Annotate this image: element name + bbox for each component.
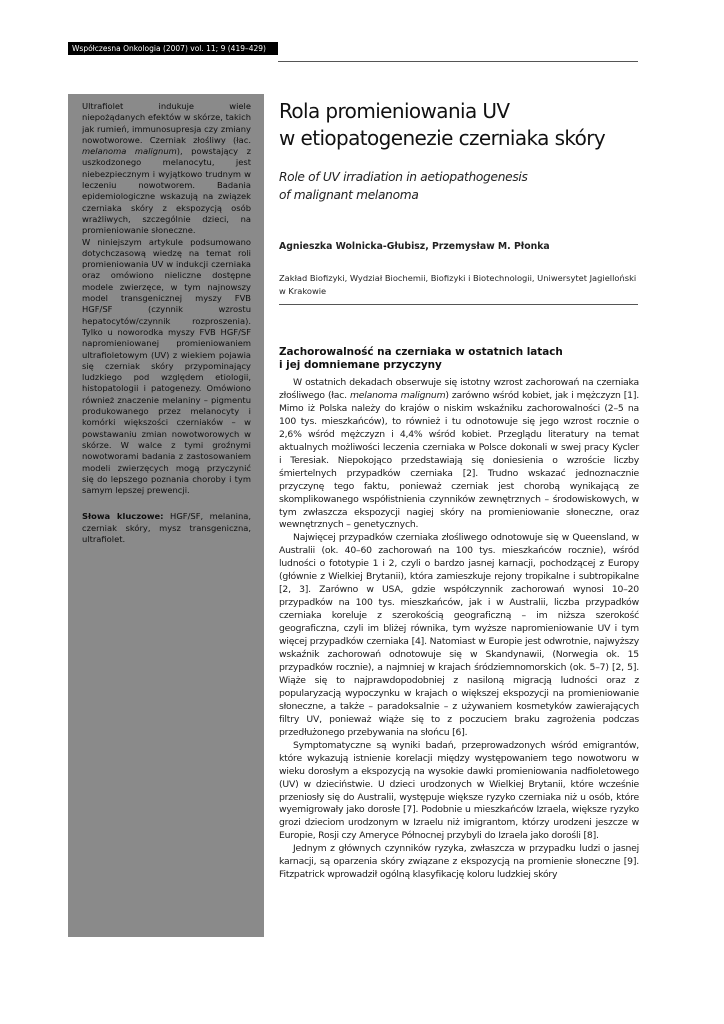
authors: Agnieszka Wolnicka-Głubisz, Przemysław M. Płonka [279, 241, 550, 252]
subtitle-line: Role of UV irradiation in aetiopathogenesis [279, 170, 528, 184]
article-subtitle-english [279, 169, 639, 204]
heading-line: Zachorowalność na czerniaka w ostatnich latach [279, 346, 563, 358]
header-rule [278, 61, 638, 62]
body-paragraph: W ostatnich dekadach obserwuje się istotny wzrost zachorowań na czerniaka złośliwego (łac. melanoma malignum) zarówno wśród kobiet, jak i mężczyzn [1]. Mimo iż Polska należy do krajów o niskim wskaźniku zachorowalności (2–5 na 100 tys. mieszkańców), to również i tu odnotowuje się jego wzrost rocznie o 2,6% wśród mężczyzn i 4,4% wśród kobiet. Przeglądu literatury na temat aktualnych możliwości leczenia czerniaka w Polsce dokonali w swej pracy Kycler i Teresiak. Niepokojąco przedstawiają się doniesienia o wzroście liczby śmiertelnych przypadków czerniaka [2]. Trudno wskazać jednoznacznie przyczynę tego faktu, ponieważ czerniak jest chorobą wynikającą ze skomplikowanego współistnienia czynników zewnętrznych – środowiskowych, w tym zwłaszcza ekspozycji nagiej skóry na promieniowanie słoneczne, oraz wewnętrznych – genetycznych. [279, 377, 640, 531]
abstract-paragraph: W niniejszym artykule podsumowano dotychczasową wiedzę na temat roli promieniowania UV w indukcji czerniaka oraz omówiono nieliczne dostępne modele zwierzęce, w tym najnowszy model transgenicznej myszy FVB HGF/SF (czynnik wzrostu hepatocytów/czynnik rozproszenia). Tylko u noworodka myszy FVB HGF/SF napromieniowanej promieniowaniem ultrafioletowym (UV) z wiekiem pojawia się czerniak skóry przypominający ludzkiego pod względem etiologii, histopatologii i patogenezy. Omówiono również znaczenie melaniny – pigmentu produkowanego przez melanocyty i komórki większości czerniaków – w powstawaniu zmian nowotworowych w skórze. W walce z tymi groźnymi nowotworami badania z zastosowaniem modeli zwierzęcych mogą przyczynić się do lepszego poznania choroby i tym samym lepszej prewencji. [82, 236, 251, 496]
section-heading [279, 346, 639, 372]
abstract-paragraph: Ultrafiolet indukuje wiele niepożądanych efektów w skórze, takich jak rumień, immunosupresja czy zmiany nowotworowe. Czerniak złośliwy (łac. melanoma malignum), powstający z uszkodzonego melanocytu, jest niebezpiecznym i wyjątkowo trudnym w leczeniu nowotworem. Badania epidemiologiczne wskazują na związek czerniaka skóry z ekspozycją osób wrażliwych, szczególnie dzieci, na promieniowanie słoneczne. [82, 101, 251, 236]
body-paragraph: Najwięcej przypadków czerniaka złośliwego odnotowuje się w Queensland, w Australii (ok. 40–60 zachorowań na 100 tys. mieszkańców rocznie), wśród ludności o fototypie 1 i 2, czyli o bardzo jasnej karnacji, pochodzącej z Europy (głównie z Wielkiej Brytanii), która zamieszkuje rejony tropikalne i subtropikalne [2, 3]. Zarówno w USA, gdzie współczynnik zachorowań wynosi 10–20 przypadków na 100 tys. mieszkańców, jak i w Australii, liczba przypadków czerniaka koreluje z szerokością geograficzną – im niższa szerokość geograficzna, czyli im bliżej równika, tym wyższe napromieniowanie UV i tym więcej przypadków czerniaka [4]. Natomiast w Europie jest odwrotnie, najwyższy wskaźnik zachorowań odnotowuje się w Skandynawii, (Norwegia ok. 15 przypadków rocznie), a najmniej w krajach śródziemnomorskich (ok. 5–7) [2, 5]. Wiąże się to najprawdopodobniej z nasiloną migracją ludności oraz z popularyzacją wypoczynku w krajach o większej ekspozycji na promieniowanie słoneczne, a także – paradoksalnie – z używaniem kosmetyków zawierających filtry UV, ponieważ wiąże się to z poczuciem braku zagrożenia podczas przedłużonego przebywania na słońcu [6]. [279, 532, 639, 738]
keywords-label: Słowa kluczowe: [82, 511, 164, 522]
keywords [82, 511, 251, 545]
heading-line: i jej domniemane przyczyny [279, 359, 442, 371]
body-paragraph: Symptomatyczne są wyniki badań, przeprowadzonych wśród emigrantów, które wykazują istnienie korelacji między występowaniem tego nowotworu w wieku dorosłym a ekspozycją na wysokie dawki promieniowania nadfioletowego (UV) w dzieciństwie. U dzieci urodzonych w Wielkiej Brytanii, które wcześnie przeniosły się do Australii, występuje większe ryzyko czerniaka niż u osób, które wyemigrowały jako dorosłe [7]. Podobnie u mieszkańców Izraela, większe ryzyko grozi dzieciom urodzonym w Izraelu niż imigrantom, którzy urodzeni jeszcze w Europie, Rosji czy Ameryce Północnej przybyli do Izraela jako dorośli [8]. [279, 739, 639, 842]
keywords-list: HGF/SF, melanina, czerniak skóry, mysz transgeniczna, ultrafiolet. [82, 511, 252, 544]
section-rule [279, 304, 638, 305]
subtitle-line: of malignant melanoma [279, 187, 419, 202]
body-text [279, 377, 639, 882]
body-paragraph: Jednym z głównych czynników ryzyka, zwłaszcza w przypadku ludzi o jasnej karnacji, są oparzenia skóry związane z ekspozycją na promienie słoneczne [9]. Fitzpatrick wprowadził ogólną klasyfikację koloru ludzkiej skóry [279, 843, 639, 881]
title-line: w etiopatogenezie czerniaka skóry [279, 126, 606, 150]
abstract-box [68, 94, 264, 937]
title-line: Rola promieniowania UV [279, 99, 510, 123]
affiliation: Zakład Biofizyki, Wydział Biochemii, Biofizyki i Biotechnologii, Uniwersytet Jagielloński w Krakowie [279, 273, 637, 296]
journal-citation-header: Współczesna Onkologia (2007) vol. 11; 9 (419–429) [68, 42, 278, 55]
article-title [279, 98, 639, 152]
